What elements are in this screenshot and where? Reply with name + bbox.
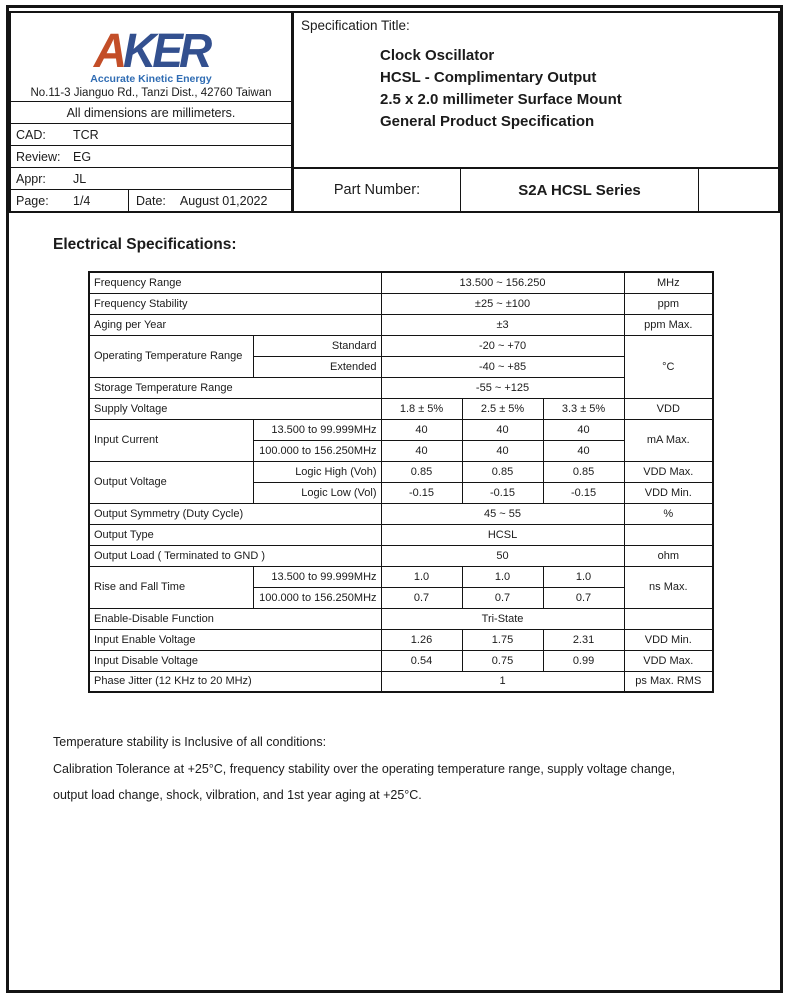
table-cell: 2.31 [543,629,624,650]
table-cell: 40 [462,440,543,461]
table-row [89,503,713,524]
table-cell: Operating Temperature Range [89,335,253,377]
table-cell: 0.7 [462,587,543,608]
table-row [89,419,713,440]
table-cell: 0.85 [381,461,462,482]
appr-label: Appr: [16,171,46,186]
date-value: August 01,2022 [179,193,268,208]
logo-tagline: Accurate Kinetic Energy [90,73,212,85]
title-line-2: HCSL - Complimentary Output [380,69,597,86]
table-cell: 100.000 to 156.250MHz [253,440,381,461]
table-cell: 40 [381,440,462,461]
table-cell: 13.500 to 99.999MHz [253,419,381,440]
review-label: Review: [16,149,61,164]
table-cell: 0.7 [543,587,624,608]
spec-table [88,271,714,693]
table-cell: 40 [462,419,543,440]
table-cell: 1.0 [462,566,543,587]
table-cell: HCSL [381,524,624,545]
title-line-3: 2.5 x 2.0 millimeter Surface Mount [380,91,622,108]
table-cell: -0.15 [462,482,543,503]
table-cell: 45 ~ 55 [381,503,624,524]
table-cell: -20 ~ +70 [381,335,624,356]
table-cell: 0.75 [462,650,543,671]
table-cell [624,524,713,545]
appr-row [11,167,291,189]
table-cell: VDD [624,398,713,419]
table-cell: mA Max. [624,419,713,461]
table-cell: 2.5 ± 5% [462,398,543,419]
table-row [89,650,713,671]
page-number: 1/4 [73,193,91,208]
table-cell: ±3 [381,314,624,335]
table-row [89,398,713,419]
part-number-empty-cell [699,169,778,211]
table-cell: 0.7 [381,587,462,608]
table-cell: 100.000 to 156.250MHz [253,587,381,608]
table-cell: VDD Min. [624,482,713,503]
cad-value: TCR [73,127,99,142]
table-cell: Phase Jitter (12 KHz to 20 MHz) [89,671,381,692]
table-cell: 0.85 [543,461,624,482]
table-row [89,377,713,398]
table-cell: Frequency Stability [89,293,381,314]
table-cell: % [624,503,713,524]
table-row [89,629,713,650]
table-row [89,671,713,692]
logo-area [11,13,291,101]
table-cell: -0.15 [543,482,624,503]
table-cell: VDD Max. [624,650,713,671]
table-row [89,314,713,335]
part-number-row [294,167,778,211]
table-cell: ppm [624,293,713,314]
table-cell: Input Enable Voltage [89,629,381,650]
table-cell: 0.85 [462,461,543,482]
table-cell: ppm Max. [624,314,713,335]
table-cell: 3.3 ± 5% [543,398,624,419]
table-row [89,461,713,482]
table-cell: -0.15 [381,482,462,503]
table-cell [624,608,713,629]
note-line-1: Temperature stability is Inclusive of all conditions: [53,735,327,749]
table-cell: 0.54 [381,650,462,671]
table-cell: VDD Min. [624,629,713,650]
table-cell: Standard [253,335,381,356]
cad-label: CAD: [16,127,46,142]
review-value: EG [73,149,92,164]
table-cell: Output Load ( Terminated to GND ) [89,545,381,566]
table-cell: Input Disable Voltage [89,650,381,671]
part-number-label: Part Number: [294,169,461,211]
spec-table-body [89,272,713,692]
table-cell: ±25 ~ ±100 [381,293,624,314]
table-cell: Output Symmetry (Duty Cycle) [89,503,381,524]
table-cell: Storage Temperature Range [89,377,381,398]
table-cell: 40 [543,440,624,461]
notes-block [53,729,675,809]
table-cell: Extended [253,356,381,377]
page-cell [11,190,128,211]
table-cell: Input Current [89,419,253,461]
table-cell: °C [624,335,713,398]
note-line-2: Calibration Tolerance at +25°C, frequency stability over the operating temperature range, supply voltage change, [53,761,676,776]
table-cell: 40 [381,419,462,440]
table-cell: 1.8 ± 5% [381,398,462,419]
table-cell: VDD Max. [624,461,713,482]
table-cell: Aging per Year [89,314,381,335]
aker-logo [93,22,209,78]
spec-title-label: Specification Title: [301,18,410,33]
section-heading: Electrical Specifications: [53,236,237,253]
table-cell: -40 ~ +85 [381,356,624,377]
company-address: No.11-3 Jianguo Rd., Tanzi Dist., 42760 Taiwan [30,87,272,99]
table-row [89,545,713,566]
cad-row [11,123,291,145]
spec-title-block [380,45,778,133]
date-label: Date: [136,193,166,208]
table-cell: ps Max. RMS [624,671,713,692]
table-row [89,335,713,356]
table-cell: Logic Low (Vol) [253,482,381,503]
table-cell: Output Type [89,524,381,545]
logo-letters-ker: KER [123,22,209,78]
table-cell: Frequency Range [89,272,381,293]
table-cell: 50 [381,545,624,566]
table-cell: Logic High (Voh) [253,461,381,482]
table-cell: Output Voltage [89,461,253,503]
table-cell: 0.99 [543,650,624,671]
appr-value: JL [73,171,87,186]
table-cell: 1.26 [381,629,462,650]
table-cell: MHz [624,272,713,293]
table-row [89,293,713,314]
table-cell: 13.500 to 99.999MHz [253,566,381,587]
table-cell: 1.0 [543,566,624,587]
table-row [89,566,713,587]
logo-letter-a: A [93,22,124,78]
table-cell: Supply Voltage [89,398,381,419]
table-cell: 40 [543,419,624,440]
table-row [89,608,713,629]
table-cell: Enable-Disable Function [89,608,381,629]
table-cell: 1 [381,671,624,692]
title-line-1: Clock Oscillator [380,47,495,64]
table-cell: 1.75 [462,629,543,650]
header-right-box [292,11,780,213]
table-row [89,524,713,545]
part-number-value: S2A HCSL Series [461,169,699,211]
page-date-row [11,189,291,211]
header-left-box [9,11,293,213]
page-label: Page: [16,193,49,208]
dimensions-note: All dimensions are millimeters. [11,101,291,123]
review-row [11,145,291,167]
table-cell: ns Max. [624,566,713,608]
table-cell: Tri-State [381,608,624,629]
table-cell: 1.0 [381,566,462,587]
table-row [89,272,713,293]
title-line-4: General Product Specification [380,113,595,130]
table-cell: ohm [624,545,713,566]
date-cell [128,190,291,211]
note-line-3: output load change, shock, vilbration, and 1st year aging at +25°C. [53,788,422,802]
table-cell: -55 ~ +125 [381,377,624,398]
table-cell: Rise and Fall Time [89,566,253,608]
table-cell: 13.500 ~ 156.250 [381,272,624,293]
